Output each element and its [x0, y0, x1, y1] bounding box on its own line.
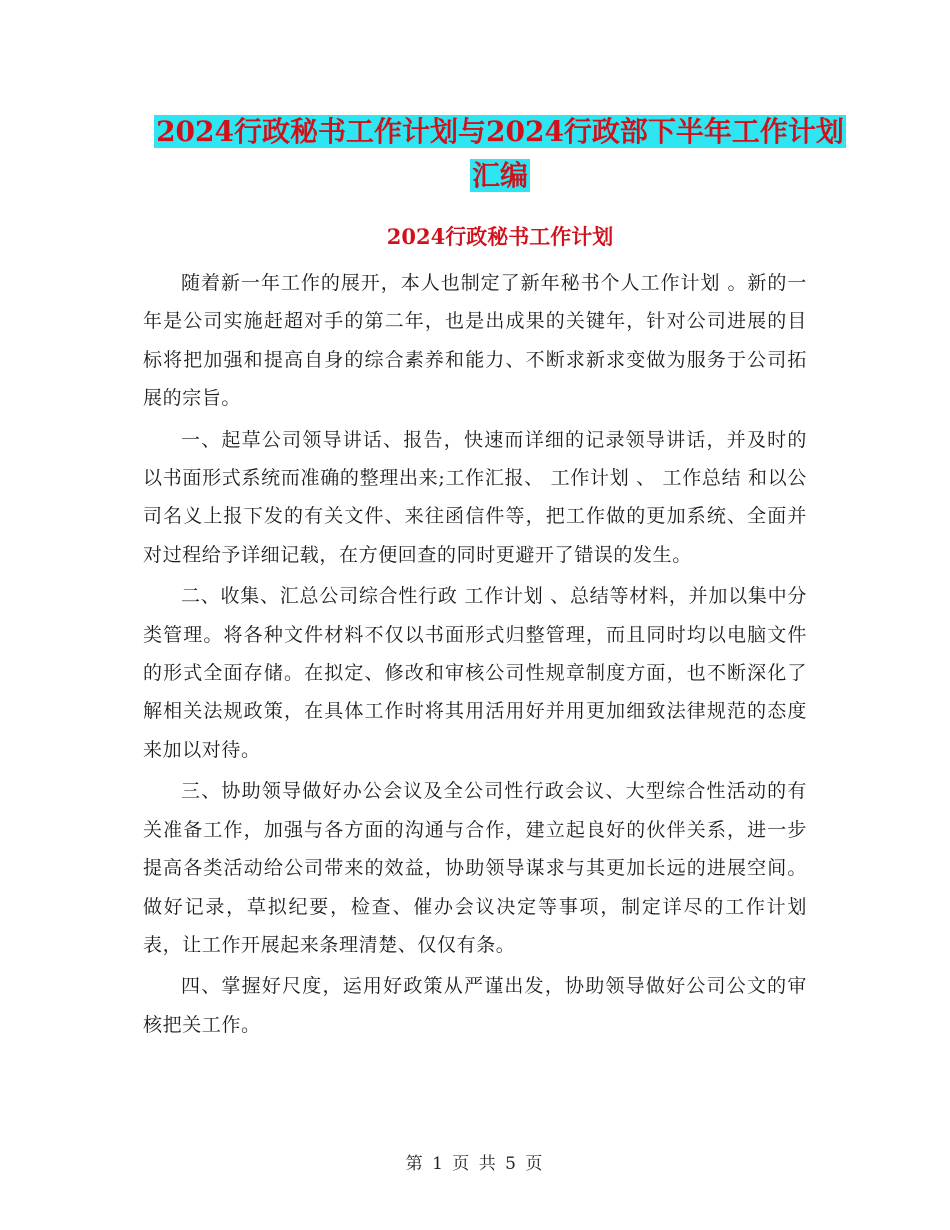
document-body — [143, 264, 807, 1047]
document-title-line2: 汇编 — [471, 159, 528, 192]
document-title — [140, 110, 860, 198]
paragraph-item-1: 一、起草公司领导讲话、报告，快速而详细的记录领导讲话，并及时的以书面形式系统而准确的整理出来;工作汇报、 工作计划 、 工作总结 和以公司名义上报下发的有关文件、来往函信件等，把工作做的更加系统、全面并对过程给予详细记载，在方便回查的同时更避开了错误的发生。 — [143, 428, 807, 566]
paragraph-intro: 随着新一年工作的展开，本人也制定了新年秘书个人工作计划 。新的一年是公司实施赶超对手的第二年，也是出成果的关键年，针对公司进展的目标将把加强和提高自身的综合素养和能力、不断求新求变做为服务于公司拓展的宗旨。 — [143, 272, 807, 410]
document-title-line1: 2024行政秘书工作计划与2024行政部下半年工作计划 — [156, 115, 844, 148]
paragraph-item-4: 四、掌握好尺度，运用好政策从严谨出发，协助领导做好公司公文的审核把关工作。 — [143, 975, 807, 1036]
paragraph-item-3: 三、协助领导做好办公会议及全公司性行政会议、大型综合性活动的有关准备工作，加强与各方面的沟通与合作，建立起良好的伙伴关系，进一步提高各类活动给公司带来的效益，协助领导谋求与其更加长远的进展空间。做好记录，草拟纪要，检查、催办会议决定等事项，制定详尽的工作计划表，让工作开展起来条理清楚、仅仅有条。 — [143, 780, 807, 956]
paragraph-item-2: 二、收集、汇总公司综合性行政 工作计划 、总结等材料，并加以集中分类管理。将各种文件材料不仅以书面形式归整管理，而且同时均以电脑文件的形式全面存储。在拟定、修改和审核公司性规章制度方面，也不断深化了解相关法规政策，在具体工作时将其用活用好并用更加细致法律规范的态度来加以对待。 — [143, 585, 807, 761]
section-title: 2024行政秘书工作计划 — [386, 224, 614, 249]
page-footer: 第 1 页 共 5 页 — [405, 1154, 545, 1174]
